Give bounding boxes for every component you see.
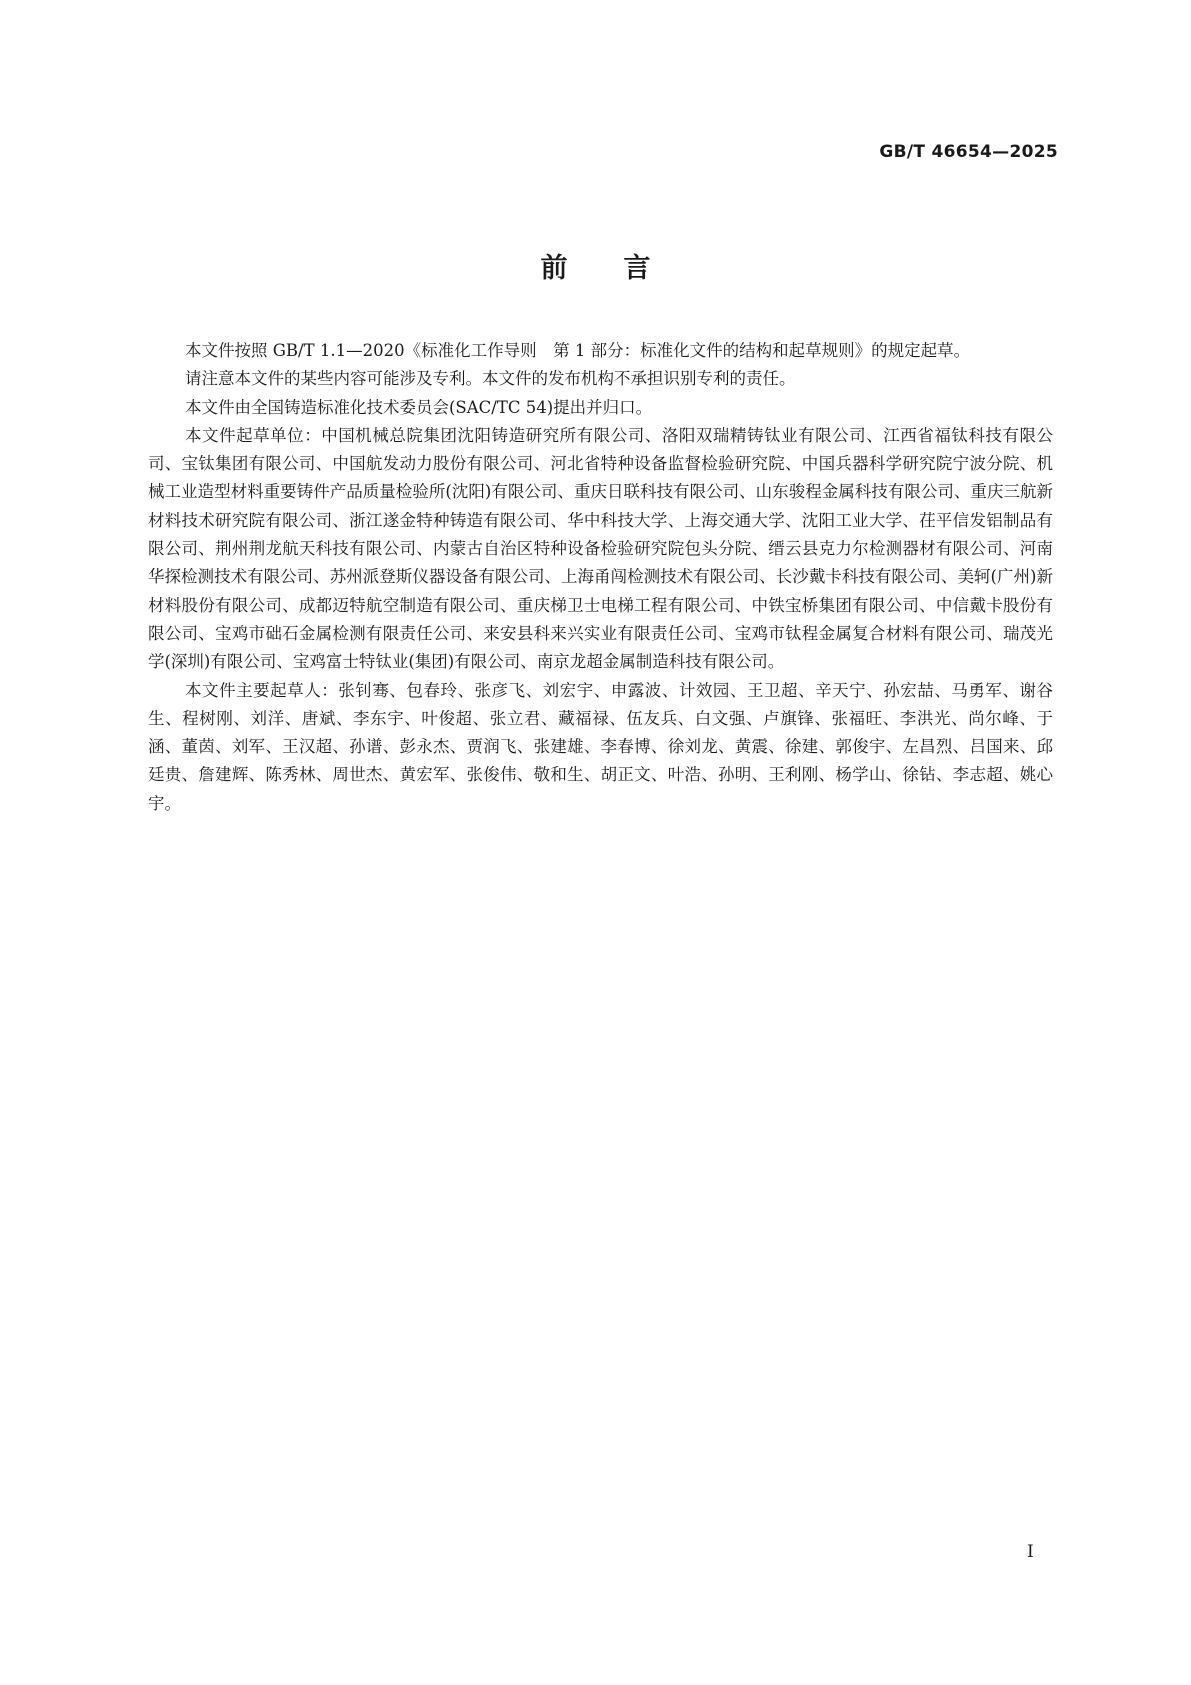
foreword-body xyxy=(148,337,1053,818)
page-number: I xyxy=(1027,1542,1034,1562)
standard-number: GB/T 46654—2025 xyxy=(879,142,1058,162)
paragraph-main-drafters: 本文件主要起草人：张钊骞、包春玲、张彦飞、刘宏宇、申露波、计效园、王卫超、辛天宁、孙宏喆、马勇军、谢谷生、程树刚、刘洋、唐斌、李东宇、叶俊超、张立君、藏福禄、伍友兵、白文强、卢旗锋、张福旺、李洪光、尚尔峰、于涵、董茵、刘军、王汉超、孙谱、彭永杰、贾润飞、张建雄、李春博、徐刘龙、黄震、徐建、郭俊宇、左昌烈、吕国来、邱廷贵、詹建辉、陈秀林、周世杰、黄宏军、张俊伟、敬和生、胡正文、叶浩、孙明、王利刚、杨学山、徐钻、李志超、姚心宇。 xyxy=(148,680,1053,813)
paragraph-proposing-committee: 本文件由全国铸造标准化技术委员会(SAC/TC 54)提出并归口。 xyxy=(185,397,653,417)
page-title xyxy=(0,246,1191,285)
paragraph-drafting-organizations: 本文件起草单位：中国机械总院集团沈阳铸造研究所有限公司、洛阳双瑞精铸钛业有限公司、江西省福钛科技有限公司、宝钛集团有限公司、中国航发动力股份有限公司、河北省特种设备监督检验研究院、中国兵器科学研究院宁波分院、机械工业造型材料重要铸件产品质量检验所(沈阳)有限公司、重庆日联科技有限公司、山东骏程金属科技有限公司、重庆三航新材料技术研究院有限公司、浙江遂金特种铸造有限公司、华中科技大学、上海交通大学、沈阳工业大学、茌平信发铝制品有限公司、荆州荆龙航天科技有限公司、内蒙古自治区特种设备检验研究院包头分院、缙云县克力尔检测器材有限公司、河南华探检测技术有限公司、苏州派登斯仪器设备有限公司、上海甬闯检测技术有限公司、长沙戴卡科技有限公司、美轲(广州)新材料股份有限公司、成都迈特航空制造有限公司、重庆梯卫士电梯工程有限公司、中铁宝桥集团有限公司、中信戴卡股份有限公司、宝鸡市础石金属检测有限责任公司、来安县科来兴实业有限责任公司、宝鸡市钛程金属复合材料有限公司、瑞茂光学(深圳)有限公司、宝鸡富士特钛业(集团)有限公司、南京龙超金属制造科技有限公司。 xyxy=(148,425,1053,672)
page-title-part2: 言 xyxy=(623,253,651,284)
page-title-part1: 前 xyxy=(540,253,568,284)
paragraph-patent-notice: 请注意本文件的某些内容可能涉及专利。本文件的发布机构不承担识别专利的责任。 xyxy=(185,369,796,389)
paragraph-drafting-basis: 本文件按照 GB/T 1.1—2020《标准化工作导则 第 1 部分：标准化文件的结构和起草规则》的规定起草。 xyxy=(185,341,971,360)
